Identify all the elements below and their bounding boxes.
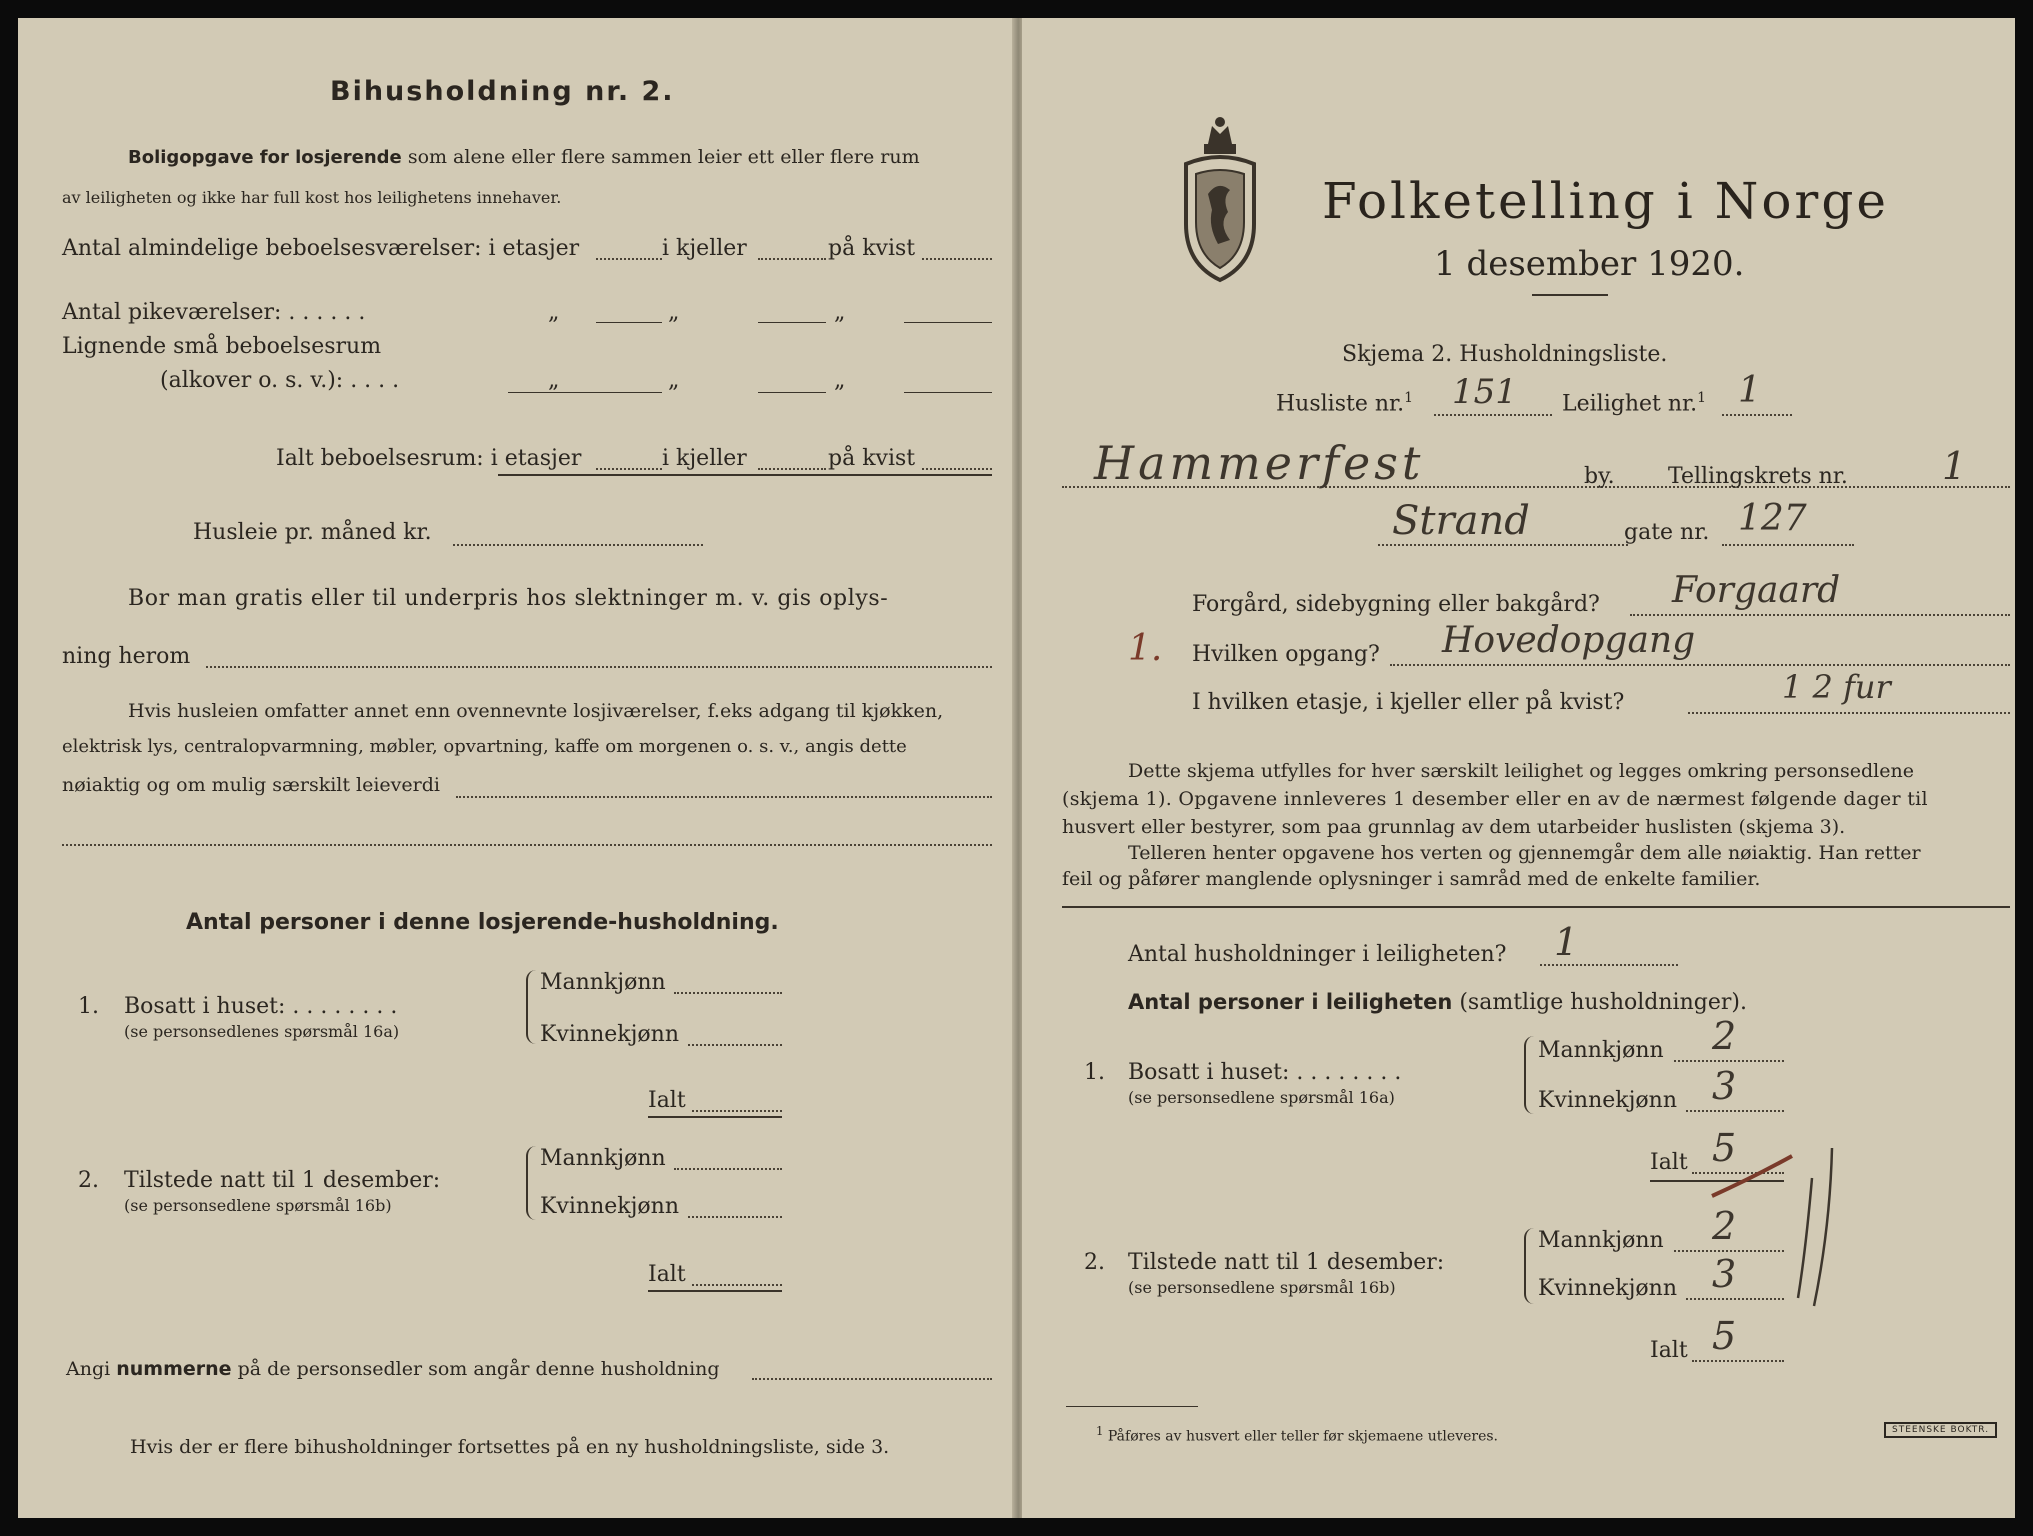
- rooms-label: Antal almindelige beboelsesværelser: i etasjer: [62, 236, 580, 261]
- maid-field-2: [758, 322, 826, 323]
- intro-bold: Boligopgave for losjerende: [128, 147, 402, 168]
- right-q1-male-field: [1674, 1060, 1784, 1062]
- apartment-label: [1562, 390, 1706, 416]
- building-question: Forgård, sidebygning eller bakgård?: [1192, 592, 1600, 617]
- numbers-line: [66, 1358, 720, 1380]
- footnote-rule: [1066, 1406, 1198, 1407]
- right-q2-male-label: Mannkjønn: [1538, 1228, 1664, 1253]
- rooms-kvist-field: [922, 258, 992, 260]
- small-field-2: [758, 392, 826, 393]
- street-suffix: gate nr.: [1624, 520, 1710, 545]
- total-kvist-label: på kvist: [828, 446, 916, 471]
- apartment-field: [1722, 414, 1792, 416]
- floor-field: [1688, 712, 2010, 714]
- left-q1-female-field: [688, 1044, 782, 1046]
- street-field: [1378, 544, 1628, 546]
- rent-label: Husleie pr. måned kr.: [193, 520, 432, 545]
- date-rule: [1532, 294, 1608, 296]
- small-ditto-1: „: [548, 368, 560, 393]
- apartment-value: 1: [1738, 370, 1761, 411]
- left-q2-male-label: Mannkjønn: [540, 1146, 666, 1171]
- right-date: 1 desember 1920.: [1434, 244, 1745, 284]
- households-value: 1: [1554, 920, 1579, 964]
- town-value: Hammerfest: [1094, 436, 1425, 490]
- incl-line-1: Hvis husleien omfatter annet enn ovennevnte losjiværelser, f.eks adgang til kjøkken,: [128, 700, 944, 722]
- footnote-text: Påføres av husvert eller teller før skjemaene utleveres.: [1107, 1428, 1499, 1445]
- left-persons-heading: Antal personer i denne losjerende-husholdning.: [186, 910, 779, 935]
- right-q1-total-label: Ialt: [1650, 1150, 1688, 1175]
- huslist-value: 151: [1452, 372, 1517, 412]
- incl-line-2: elektrisk lys, centralopvarmning, møbler, opvartning, kaffe om morgenen o. s. v., angis dette: [62, 736, 907, 757]
- small-field-3: [904, 392, 992, 393]
- apartment-footnote-mark: 1: [1697, 390, 1707, 406]
- right-q1-label: Bosatt i huset: . . . . . . . .: [1128, 1060, 1402, 1085]
- right-q1-total-value: 5: [1712, 1126, 1737, 1170]
- right-page: [1022, 18, 2015, 1518]
- incl-line-3: nøiaktig og om mulig særskilt leieverdi: [62, 774, 440, 796]
- left-q2-num: 2.: [78, 1168, 99, 1193]
- left-q2-total-underline: [648, 1290, 782, 1292]
- households-label: Antal husholdninger i leiligheten?: [1128, 942, 1507, 967]
- entrance-question: Hvilken opgang?: [1192, 642, 1380, 667]
- apartment-text: Leilighet nr.: [1562, 391, 1698, 417]
- numbers-field: [752, 1378, 992, 1380]
- right-q1-male-label: Mannkjønn: [1538, 1038, 1664, 1063]
- maid-rooms-label: Antal pikeværelser: . . . . . .: [62, 300, 366, 325]
- left-q2-sub: (se personsedlene spørsmål 16b): [124, 1196, 392, 1215]
- instr-line-5: feil og påfører manglende oplysninger i samråd med de enkelte familier.: [1062, 868, 1761, 890]
- building-answer: Forgaard: [1672, 570, 1841, 611]
- incl-field: [456, 796, 992, 798]
- numbers-pre: Angi: [66, 1358, 111, 1380]
- numbers-bold: nummerne: [116, 1358, 232, 1380]
- huslist-text: Husliste nr.: [1276, 391, 1405, 417]
- right-persons-line: [1128, 990, 1747, 1015]
- district-value: 1: [1942, 444, 1967, 488]
- intro-rest-1: som alene eller flere sammen leier ett eller flere rum: [407, 146, 920, 168]
- left-q2-total-label: Ialt: [648, 1262, 686, 1287]
- left-q1-male-field: [674, 992, 782, 994]
- intro-line-2: av leiligheten og ikke har full kost hos leilighetens innehaver.: [62, 188, 562, 207]
- entrance-field: [1390, 664, 2010, 666]
- left-q1-total-underline: [648, 1116, 782, 1118]
- total-rooms-label: Ialt beboelsesrum: i etasjer: [276, 446, 582, 471]
- right-persons-bold: Antal personer i leiligheten: [1128, 990, 1453, 1014]
- left-q1-num: 1.: [78, 994, 99, 1019]
- right-q2-total-field: [1692, 1360, 1784, 1362]
- rooms-kjeller-label: i kjeller: [662, 236, 747, 261]
- rooms-kvist-label: på kvist: [828, 236, 916, 261]
- printer-stamp: STEENSKE BOKTR.: [1884, 1422, 1997, 1438]
- left-q2-female-label: Kvinnekjønn: [540, 1194, 679, 1219]
- left-q1-sub: (se personsedlenes spørsmål 16a): [124, 1022, 400, 1041]
- right-q1-female-field: [1686, 1110, 1784, 1112]
- total-underline: [498, 474, 992, 476]
- footnote-line: [1096, 1424, 1498, 1445]
- left-q2-male-field: [674, 1168, 782, 1170]
- total-kjeller-label: i kjeller: [662, 446, 747, 471]
- footnote-num: 1: [1096, 1424, 1104, 1438]
- right-q1-sub: (se personsedlene spørsmål 16a): [1128, 1088, 1395, 1107]
- small-rooms-label-1: Lignende små beboelsesrum: [62, 334, 382, 359]
- households-field: [1540, 964, 1678, 966]
- left-title: Bihusholdning nr. 2.: [330, 76, 675, 107]
- left-q1-female-label: Kvinnekjønn: [540, 1022, 679, 1047]
- right-q2-female-label: Kvinnekjønn: [1538, 1276, 1677, 1301]
- left-q2-female-field: [688, 1216, 782, 1218]
- intro-line-1: [128, 146, 920, 168]
- instr-line-3: husvert eller bestyrer, som paa grunnlag av dem utarbeider huslisten (skjema 3).: [1062, 816, 1846, 838]
- right-q2-total-value: 5: [1712, 1314, 1737, 1358]
- entrance-answer: Hovedopgang: [1442, 620, 1696, 661]
- instr-line-2: (skjema 1). Opgavene innleveres 1 desember eller en av de nærmest følgende dager til: [1062, 788, 1928, 810]
- right-title: Folketelling i Norge: [1322, 172, 1889, 230]
- right-q1-num: 1.: [1084, 1060, 1105, 1085]
- small-field-1: [596, 392, 662, 393]
- total-etasjer-field: [596, 468, 662, 470]
- rooms-etasjer-field: [596, 258, 662, 260]
- free-field: [206, 666, 992, 668]
- left-q1-total-label: Ialt: [648, 1088, 686, 1113]
- left-q1-male-label: Mannkjønn: [540, 970, 666, 995]
- coat-of-arms-icon: [1178, 114, 1262, 284]
- maid-ditto-2: „: [668, 300, 680, 325]
- left-q1-label: Bosatt i huset: . . . . . . . .: [124, 994, 398, 1019]
- right-q2-label: Tilstede natt til 1 desember:: [1128, 1250, 1445, 1275]
- maid-ditto-1: „: [548, 300, 560, 325]
- huslist-label: [1276, 390, 1413, 416]
- rent-field: [453, 544, 703, 546]
- floor-answer: 1 2 fur: [1782, 668, 1891, 706]
- free-line-2: ning herom: [62, 644, 191, 669]
- small-ditto-3: „: [834, 368, 846, 393]
- left-q2-label: Tilstede natt til 1 desember:: [124, 1168, 441, 1193]
- street-value: Strand: [1392, 498, 1530, 544]
- right-q2-total-label: Ialt: [1650, 1338, 1688, 1363]
- total-kvist-field: [922, 468, 992, 470]
- numbers-post: på de personsedler som angår denne husholdning: [237, 1358, 720, 1380]
- left-q1-total-field: [692, 1110, 782, 1112]
- instr-line-1: Dette skjema utfylles for hver særskilt leilighet og legges omkring personsedlene: [1128, 760, 1914, 782]
- maid-field-1: [596, 322, 662, 323]
- instr-line-4: Telleren henter opgavene hos verten og gjennemgår dem alle nøiaktig. Han retter: [1128, 842, 1921, 864]
- huslist-footnote-mark: 1: [1404, 390, 1414, 406]
- street-no-field: [1722, 544, 1854, 546]
- left-page: [18, 18, 1016, 1518]
- town-suffix: by.: [1584, 464, 1615, 489]
- right-q2-female-value: 3: [1712, 1252, 1737, 1296]
- rooms-kjeller-field: [758, 258, 826, 260]
- small-rooms-label-2: (alkover o. s. v.): . . . .: [160, 368, 400, 393]
- right-persons-rest: (samtlige husholdninger).: [1459, 990, 1747, 1015]
- schema-label: Skjema 2. Husholdningsliste.: [1342, 342, 1668, 367]
- right-q1-female-value: 3: [1712, 1064, 1737, 1108]
- right-q2-female-field: [1686, 1298, 1784, 1300]
- left-q2-total-field: [692, 1284, 782, 1286]
- incl-field-2: [62, 844, 992, 846]
- building-field: [1630, 614, 2010, 616]
- continue-note: Hvis der er flere bihusholdninger fortsettes på en ny husholdningsliste, side 3.: [130, 1436, 890, 1458]
- small-ditto-2: „: [668, 368, 680, 393]
- right-q2-num: 2.: [1084, 1250, 1105, 1275]
- street-no: 127: [1738, 498, 1807, 539]
- maid-ditto-3: „: [834, 300, 846, 325]
- huslist-field: [1434, 414, 1552, 416]
- right-q2-sub: (se personsedlene spørsmål 16b): [1128, 1278, 1396, 1297]
- census-sheet: [18, 18, 2015, 1518]
- floor-question: I hvilken etasje, i kjeller eller på kvist?: [1192, 690, 1625, 715]
- district-label: Tellingskrets nr.: [1668, 464, 1848, 489]
- free-line-1: Bor man gratis eller til underpris hos slektninger m. v. gis oplys-: [128, 586, 889, 611]
- right-q1-female-label: Kvinnekjønn: [1538, 1088, 1677, 1113]
- right-q2-male-value: 2: [1712, 1204, 1737, 1248]
- maid-field-3: [904, 322, 992, 323]
- total-kjeller-field: [758, 468, 826, 470]
- margin-mark: 1.: [1128, 628, 1163, 669]
- instructions-rule: [1062, 906, 2010, 908]
- right-q1-male-value: 2: [1712, 1014, 1737, 1058]
